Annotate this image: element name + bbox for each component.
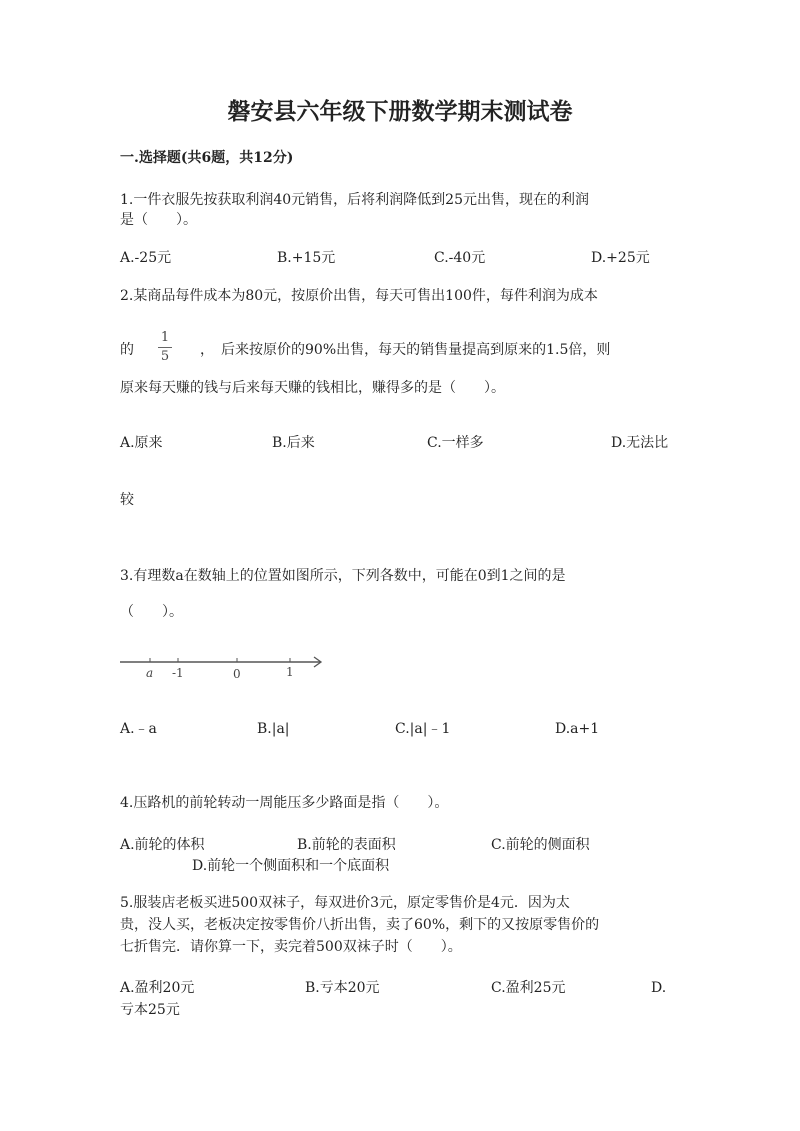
q5-option-b: B.亏本20元 <box>305 980 380 996</box>
q4-option-d: D.前轮一个侧面积和一个底面积 <box>192 858 390 874</box>
number-line-label-minus-1: -1 <box>172 666 184 680</box>
q3-option-b: B.|a| <box>257 721 290 737</box>
q4-option-a: A.前轮的体积 <box>120 837 205 853</box>
q2-text-pre: 的 <box>120 342 134 358</box>
q5-option-a: A.盈利20元 <box>120 980 195 996</box>
q3-option-d: D.a+1 <box>555 721 600 737</box>
fraction-one-fifth <box>158 330 172 365</box>
fraction-denominator: 5 <box>160 349 170 364</box>
q1-text-line: 是（ ）。 <box>120 212 197 228</box>
q1-option-d: D.+25元 <box>591 250 650 266</box>
q5-option-d: D. <box>651 980 667 996</box>
q3-text-line: （ ）。 <box>120 604 183 620</box>
q4-option-c: C.前轮的侧面积 <box>491 837 590 853</box>
number-line-label-a: a <box>146 666 154 680</box>
q5-text-line: 贵，没人买，老板决定按零售价八折出售，卖了60%，剩下的又按原零售价的 <box>120 917 600 933</box>
q2-option-c: C.一样多 <box>427 435 484 451</box>
q4-option-b: B.前轮的表面积 <box>297 837 396 853</box>
number-line-label-1: 1 <box>286 665 294 679</box>
q2-text-line: 2.某商品每件成本为80元，按原价出售，每天可售出100件，每件利润为成本 <box>120 288 598 304</box>
q2-option-a: A.原来 <box>120 435 163 451</box>
q3-text-line: 3.有理数a在数轴上的位置如图所示，下列各数中，可能在0到1之间的是 <box>120 568 566 584</box>
q2-text-line: 原来每天赚的钱与后来每天赚的钱相比，赚得多的是（ ）。 <box>120 380 505 396</box>
fraction-numerator: 1 <box>160 330 170 345</box>
q5-option-d-wrap: 亏本25元 <box>120 1002 180 1018</box>
q3-option-a: A.﹣a <box>120 721 157 737</box>
section-heading: 一.选择题(共6题，共12分) <box>120 150 294 166</box>
q2-option-d: D.无法比 <box>611 435 669 451</box>
q1-text-line: 1.一件衣服先按获取利润40元销售，后将利润降低到25元出售，现在的利润 <box>120 192 589 208</box>
q1-option-b: B.+15元 <box>277 250 336 266</box>
page-title: 磐安县六年级下册数学期末测试卷 <box>227 98 573 125</box>
q2-text-post: ， 后来按原价的90%出售，每天的销售量提高到原来的1.5倍，则 <box>200 342 611 358</box>
q1-option-c: C.-40元 <box>434 250 486 266</box>
q5-text-line: 七折售完．请你算一下，卖完着500双袜子时（ ）。 <box>120 939 462 955</box>
q4-text-line: 4.压路机的前轮转动一周能压多少路面是指（ ）。 <box>120 795 449 811</box>
q2-option-d-wrap: 较 <box>120 492 134 508</box>
q5-option-c: C.盈利25元 <box>491 980 566 996</box>
q3-option-c: C.|a|﹣1 <box>395 721 451 737</box>
number-line-label-0: 0 <box>233 667 241 681</box>
q5-text-line: 5.服装店老板买进500双袜子，每双进价3元，原定零售价是4元．因为太 <box>120 895 570 911</box>
q1-option-a: A.-25元 <box>120 250 172 266</box>
q2-option-b: B.后来 <box>272 435 315 451</box>
fraction-bar <box>158 347 172 348</box>
